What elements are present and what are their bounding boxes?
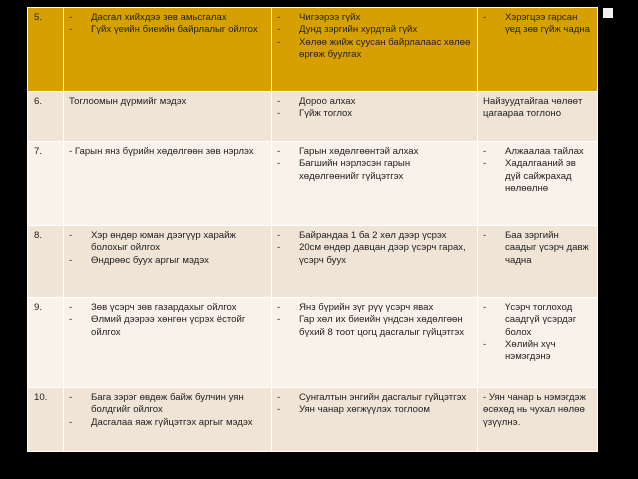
dash-bullet: - bbox=[277, 108, 281, 120]
list-item bbox=[69, 314, 266, 339]
dash-bullet: - bbox=[277, 302, 281, 313]
table-cell bbox=[478, 8, 598, 92]
dash-bullet: - bbox=[277, 12, 281, 23]
table-cell bbox=[478, 388, 598, 452]
list-item bbox=[277, 158, 472, 183]
dash-bullet: - bbox=[69, 230, 73, 241]
dash-bullet: - bbox=[277, 96, 281, 107]
table-row bbox=[28, 8, 598, 92]
dash-bullet: - bbox=[277, 392, 281, 403]
bullet-list bbox=[483, 302, 592, 363]
list-item-text: Дунд зэргийн хурдтай гүйх bbox=[299, 24, 418, 36]
cell-text: Найзуудтайгаа чөлөөт цагаараа тоглоно bbox=[483, 96, 583, 120]
table-row bbox=[28, 142, 598, 226]
list-item-text: Өндрөөс буух аргыг мэдэх bbox=[91, 254, 209, 266]
list-item bbox=[483, 339, 592, 364]
table-cell bbox=[272, 298, 478, 388]
list-item-text: Баа зэргийн саадыг үсэрч давж чадна bbox=[505, 230, 589, 266]
list-item bbox=[277, 12, 472, 24]
list-item bbox=[69, 417, 266, 429]
list-item bbox=[277, 108, 472, 120]
dash-bullet: - bbox=[483, 230, 487, 241]
list-item-text: 20см өндөр давцан дээр үсэрч гарах, үсэрч буух bbox=[299, 242, 466, 266]
list-item-text: Зөв үсэрч зөв газардахыг ойлгох bbox=[91, 302, 237, 313]
table-cell bbox=[478, 92, 598, 142]
bullet-list bbox=[483, 146, 592, 195]
dash-bullet: - bbox=[69, 314, 73, 326]
list-item bbox=[483, 302, 592, 339]
list-item-text: Янз бүрийн зүг рүү үсэрч явах bbox=[299, 302, 434, 313]
table-cell bbox=[272, 8, 478, 92]
bullet-list bbox=[69, 302, 266, 339]
dash-bullet: - bbox=[69, 416, 73, 428]
row-number-cell: 5. bbox=[28, 8, 64, 92]
dash-bullet: - bbox=[483, 158, 487, 170]
dash-bullet: - bbox=[483, 302, 487, 313]
list-item bbox=[69, 230, 266, 255]
bullet-list bbox=[483, 12, 592, 37]
list-item bbox=[483, 158, 592, 195]
table-cell bbox=[272, 92, 478, 142]
table-cell bbox=[64, 8, 272, 92]
bullet-list bbox=[277, 230, 472, 267]
bullet-list bbox=[277, 146, 472, 183]
list-item-text: Гүйх үеийн биеийн байрлалыг ойлгох bbox=[91, 24, 258, 36]
dash-bullet: - bbox=[483, 146, 487, 157]
dash-bullet: - bbox=[277, 36, 281, 48]
dash-bullet: - bbox=[277, 404, 281, 416]
dash-bullet: - bbox=[277, 24, 281, 36]
table-cell bbox=[64, 298, 272, 388]
row-number-cell: 10. bbox=[28, 388, 64, 452]
list-item bbox=[69, 302, 266, 314]
list-item bbox=[277, 230, 472, 242]
table-cell bbox=[64, 388, 272, 452]
dash-bullet: - bbox=[277, 146, 281, 157]
list-item bbox=[277, 24, 472, 36]
list-item bbox=[69, 24, 266, 36]
list-item-text: Өлмий дээрээ хөнгөн үсрэх ёстойг ойлгох bbox=[91, 314, 246, 338]
list-item-text: Үсэрч тоглоход саадгүй үсэрдэг болох bbox=[505, 302, 577, 338]
list-item bbox=[277, 37, 472, 62]
table-cell bbox=[272, 388, 478, 452]
row-number-cell: 6. bbox=[28, 92, 64, 142]
list-item-text: Алжаалаа тайлах bbox=[505, 146, 584, 157]
table-cell bbox=[478, 298, 598, 388]
table-cell bbox=[272, 226, 478, 298]
list-item bbox=[277, 302, 472, 314]
list-item bbox=[277, 146, 472, 158]
list-item-text: Бага зэрэг өвдөж байж булчин уян болдгийг ойлгох bbox=[91, 392, 244, 416]
row-number-cell: 8. bbox=[28, 226, 64, 298]
list-item bbox=[69, 12, 266, 24]
table-row bbox=[28, 226, 598, 298]
list-item bbox=[69, 255, 266, 267]
dash-bullet: - bbox=[277, 314, 281, 326]
table-cell bbox=[64, 92, 272, 142]
list-item-text: Багшийн нэрлэсэн гарын хөдөлгөөнийг гүйцэтгэх bbox=[299, 158, 411, 182]
cell-text: - Гарын янз бүрийн хөдөлгөөн зөв нэрлэх bbox=[69, 146, 254, 157]
list-item-text: Гүйж тоглох bbox=[299, 108, 353, 120]
list-item bbox=[277, 392, 472, 404]
list-item bbox=[483, 146, 592, 158]
table-cell bbox=[478, 226, 598, 298]
list-item-text: Уян чанар хөгжүүлэх тоглоом bbox=[299, 404, 430, 416]
lesson-table bbox=[27, 7, 598, 452]
list-item bbox=[69, 392, 266, 417]
bullet-list bbox=[277, 302, 472, 339]
list-item-text: Дасгалаа яаж гүйцэтгэх аргыг мэдэх bbox=[91, 416, 253, 428]
dash-bullet: - bbox=[277, 230, 281, 241]
table-row bbox=[28, 92, 598, 142]
list-item-text: Дасгал хийхдээ зөв амьсгалах bbox=[91, 12, 227, 23]
table-cell bbox=[64, 142, 272, 226]
dash-bullet: - bbox=[69, 302, 73, 313]
table-cell bbox=[272, 142, 478, 226]
list-item bbox=[277, 314, 472, 339]
row-number-cell: 7. bbox=[28, 142, 64, 226]
bullet-list bbox=[277, 96, 472, 121]
table-cell bbox=[64, 226, 272, 298]
cell-text: Тоглоомын дүрмийг мэдэх bbox=[69, 96, 187, 107]
list-item bbox=[483, 230, 592, 267]
list-item-text: Хөлийн хүч нэмэгдэнэ bbox=[505, 338, 556, 363]
table-row bbox=[28, 388, 598, 452]
list-item-text: Гар хөл их биеийн үндсэн хөдөлгөөн бүхий 8 тоот цогц дасгалыг гүйцэтгэх bbox=[299, 314, 464, 338]
list-item-text: Хадалгааний эв дүй сайжрахад нөлөөлнө bbox=[505, 158, 576, 194]
row-number-cell: 9. bbox=[28, 298, 64, 388]
bullet-list bbox=[69, 392, 266, 429]
cell-text: - Уян чанар ь нэмэгдэж өсөхөд нь чухал нөлөө үзүүлнэ. bbox=[483, 392, 586, 428]
list-item-text: Байрандаа 1 ба 2 хөл дээр үсрэх bbox=[299, 230, 447, 241]
list-item-text: Чигээрээ гүйх bbox=[299, 12, 361, 23]
list-item bbox=[277, 96, 472, 108]
bullet-list bbox=[69, 230, 266, 267]
dash-bullet: - bbox=[69, 24, 73, 36]
list-item-text: Дороо алхах bbox=[299, 96, 356, 107]
list-item-text: Хөлөө жийж суусан байрлалаас хөлөө өргөж буулгах bbox=[299, 36, 471, 60]
dash-bullet: - bbox=[277, 158, 281, 170]
bullet-list bbox=[277, 392, 472, 417]
dash-bullet: - bbox=[277, 242, 281, 254]
list-item-text: Гарын хөдөлгөөнтэй алхах bbox=[299, 146, 419, 157]
table-row bbox=[28, 298, 598, 388]
list-item bbox=[277, 404, 472, 416]
list-item bbox=[277, 242, 472, 267]
dash-bullet: - bbox=[69, 392, 73, 403]
dash-bullet: - bbox=[69, 12, 73, 23]
dash-bullet: - bbox=[69, 254, 73, 266]
bullet-list bbox=[69, 12, 266, 37]
table-cell bbox=[478, 142, 598, 226]
slide-bullet-square bbox=[603, 8, 613, 18]
list-item-text: Сунгалтын энгийн дасгалыг гүйцэтгэх bbox=[299, 392, 467, 403]
bullet-list bbox=[483, 230, 592, 267]
bullet-list bbox=[277, 12, 472, 61]
list-item bbox=[483, 12, 592, 37]
list-item-text: Хэр өндөр юман дээгүүр харайж болохыг ойлгох bbox=[91, 230, 236, 254]
dash-bullet: - bbox=[483, 12, 487, 23]
dash-bullet: - bbox=[483, 338, 487, 350]
list-item-text: Хэрэгцээ гарсан үед зөв гүйж чадна bbox=[505, 12, 590, 36]
